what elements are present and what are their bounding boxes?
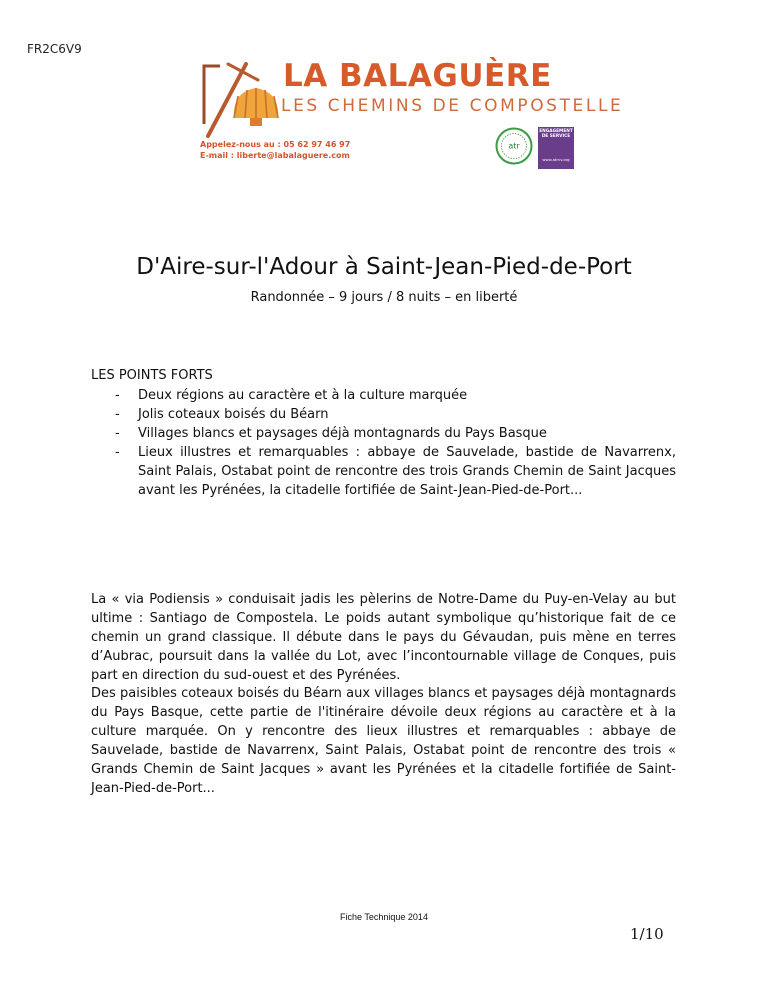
engagement-badge [538, 127, 574, 169]
document-code: FR2C6V9 [27, 42, 82, 56]
intro-paragraph: La « via Podiensis » conduisait jadis les pèlerins de Notre-Dame du Puy-en-Velay au but ultime : Santiago de Compostela. Le poids autant symbolique qu’historique fait de ce chemin un grand classique. Il débute dans le pays du Gévaudan, puis mène en terres d’Aubrac, poursuit dans la vallée du Lot, avec l’incontournable village de Conques, puis part en direction du sud-ouest et des Pyrénées. [91, 592, 676, 683]
contact-block [200, 139, 350, 161]
brand-name: LA BALAGUÈRE [283, 58, 552, 94]
description-paragraph: Des paisibles coteaux boisés du Béarn aux villages blancs et paysages déjà montagnards du Pays Basque, cette partie de l'itinéraire dévoile deux régions au caractère et à la culture marquée. On y rencontre des lieux illustres et remarquables : abbaye de Sauvelade, bastide de Navarrenx, Saint Palais, Ostabat point de rencontre des trois « Grands Chemin de Saint Jacques » avant les Pyrénées et la citadelle fortifiée de Saint-Jean-Pied-de-Port... [91, 686, 676, 796]
list-item: - Deux régions au caractère et à la culture marquée [115, 388, 468, 403]
email-line: E-mail : liberte@labalaguere.com [200, 151, 350, 160]
engagement-url: www.atrvv.org [542, 157, 570, 162]
points-forts-list [91, 386, 676, 500]
list-item: - Jolis coteaux boisés du Béarn [115, 407, 329, 422]
page-subtitle: Randonnée – 9 jours / 8 nuits – en liberté [250, 290, 518, 305]
atr-badge-label: atr [508, 141, 520, 151]
page-number: 1/10 [630, 925, 664, 943]
atr-badge-icon [495, 127, 533, 165]
engagement-line2: DE SERVICE [541, 134, 571, 139]
brand-tagline: LES CHEMINS DE COMPOSTELLE [281, 96, 624, 116]
phone-line: Appelez-nous au : 05 62 97 46 97 [200, 140, 351, 149]
footer-note: Fiche Technique 2014 [340, 912, 428, 922]
engagement-line1: ENGAGEMENT [539, 129, 573, 134]
points-forts-heading: LES POINTS FORTS [91, 368, 213, 383]
list-item: - Villages blancs et paysages déjà montagnards du Pays Basque [115, 426, 547, 441]
list-item: - Lieux illustres et remarquables : abbaye de Sauvelade, bastide de Navarrenx, Saint Palais, Ostabat point de rencontre des trois Grands Chemin de Saint Jacques avant les Pyrénées, la citadelle fortifiée de Saint-Jean-Pied-de-Port... [115, 445, 676, 498]
page-title: D'Aire-sur-l'Adour à Saint-Jean-Pied-de-Port [136, 254, 632, 280]
